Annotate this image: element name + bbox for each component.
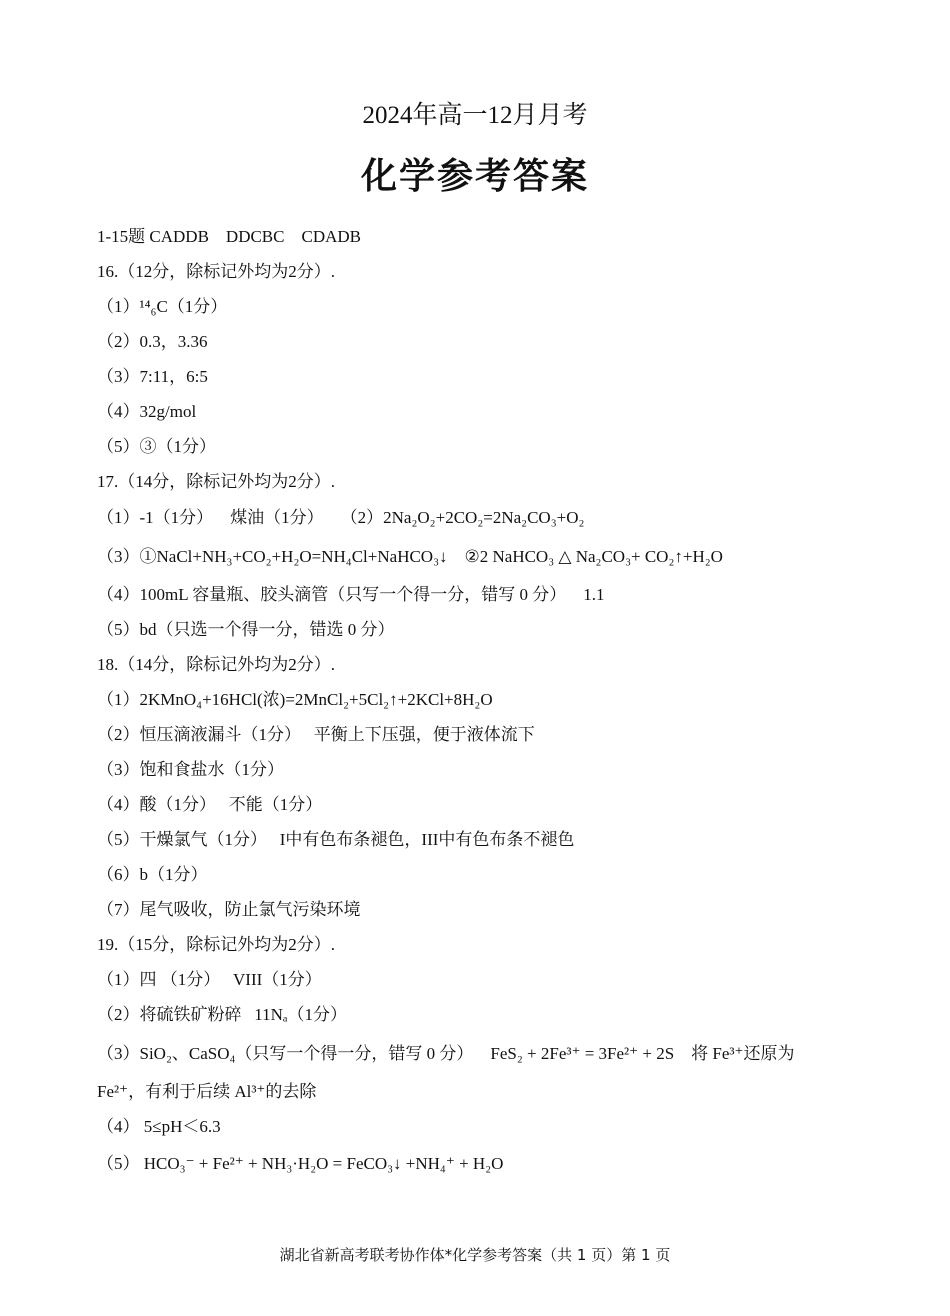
answer-line: （3）SiO₂、CaSO₄（只写一个得一分，错写 0 分） FeS₂ + 2Fe³⁺ = 3Fe²⁺ + 2S 将 Fe³⁺还原为: [97, 1044, 795, 1063]
answer-line: （7）尾气吸收，防止氯气污染环境: [97, 900, 361, 919]
answer-line: （4） 5≤pH＜6.3: [97, 1117, 221, 1136]
answer-line: 1-15题 CADDB DDCBC CDADB: [97, 227, 361, 246]
answer-line: （2）0.3，3.36: [97, 332, 208, 351]
question-header: 17.（14分，除标记外均为2分）.: [97, 472, 335, 491]
answer-line: （3）7:11，6:5: [97, 367, 208, 386]
page-title: 化学参考答案: [360, 156, 589, 197]
question-header: 18.（14分，除标记外均为2分）.: [97, 655, 335, 674]
answer-line: （4）32g/mol: [97, 402, 197, 421]
question-header: 16.（12分，除标记外均为2分）.: [97, 262, 335, 281]
answer-line: （4）酸（1分） 不能（1分）: [97, 795, 323, 814]
answer-line: （3）①NaCl+NH₃+CO₂+H₂O=NH₄Cl+NaHCO₃↓ ②2 NaHCO₃ △ Na₂CO₃+ CO₂↑+H₂O: [97, 547, 723, 566]
answer-line-continued: Fe²⁺，有利于后续 Al³⁺的去除: [97, 1082, 317, 1101]
answer-line: （1）-1（1分） 煤油（1分） （2）2Na₂O₂+2CO₂=2Na₂CO₃+O₂: [97, 508, 585, 527]
answer-line: （2）将硫铁矿粉碎 11Nₐ（1分）: [97, 1005, 348, 1024]
answer-line: （1）四 （1分） VIII（1分）: [97, 970, 322, 989]
answer-line: （2）恒压滴液漏斗（1分） 平衡上下压强，便于液体流下: [97, 725, 535, 744]
question-header: 19.（15分，除标记外均为2分）.: [97, 935, 335, 954]
answer-line: （3）饱和食盐水（1分）: [97, 760, 284, 779]
exam-name: 2024年高一12月月考: [362, 102, 588, 129]
answer-line: （4）100mL 容量瓶、胶头滴管（只写一个得一分，错写 0 分） 1.1: [97, 585, 605, 604]
answer-line: （6）b（1分）: [97, 865, 208, 884]
answer-line: （1）2KMnO₄+16HCl(浓)=2MnCl₂+5Cl₂↑+2KCl+8H₂O: [97, 690, 493, 709]
answer-line: （5）bd（只选一个得一分，错选 0 分）: [97, 620, 395, 639]
page-footer: 湖北省新高考联考协作体*化学参考答案（共 1 页）第 1 页: [279, 1246, 671, 1264]
answer-line: （5） HCO₃⁻ + Fe²⁺ + NH₃·H₂O = FeCO₃↓ +NH₄⁺ + H₂O: [97, 1154, 504, 1173]
answer-line: （5）干燥氯气（1分） I中有色布条褪色，III中有色布条不褪色: [97, 830, 575, 849]
answer-line: （1）¹⁴₆C（1分）: [97, 297, 228, 316]
answer-line: （5）③（1分）: [97, 437, 216, 456]
